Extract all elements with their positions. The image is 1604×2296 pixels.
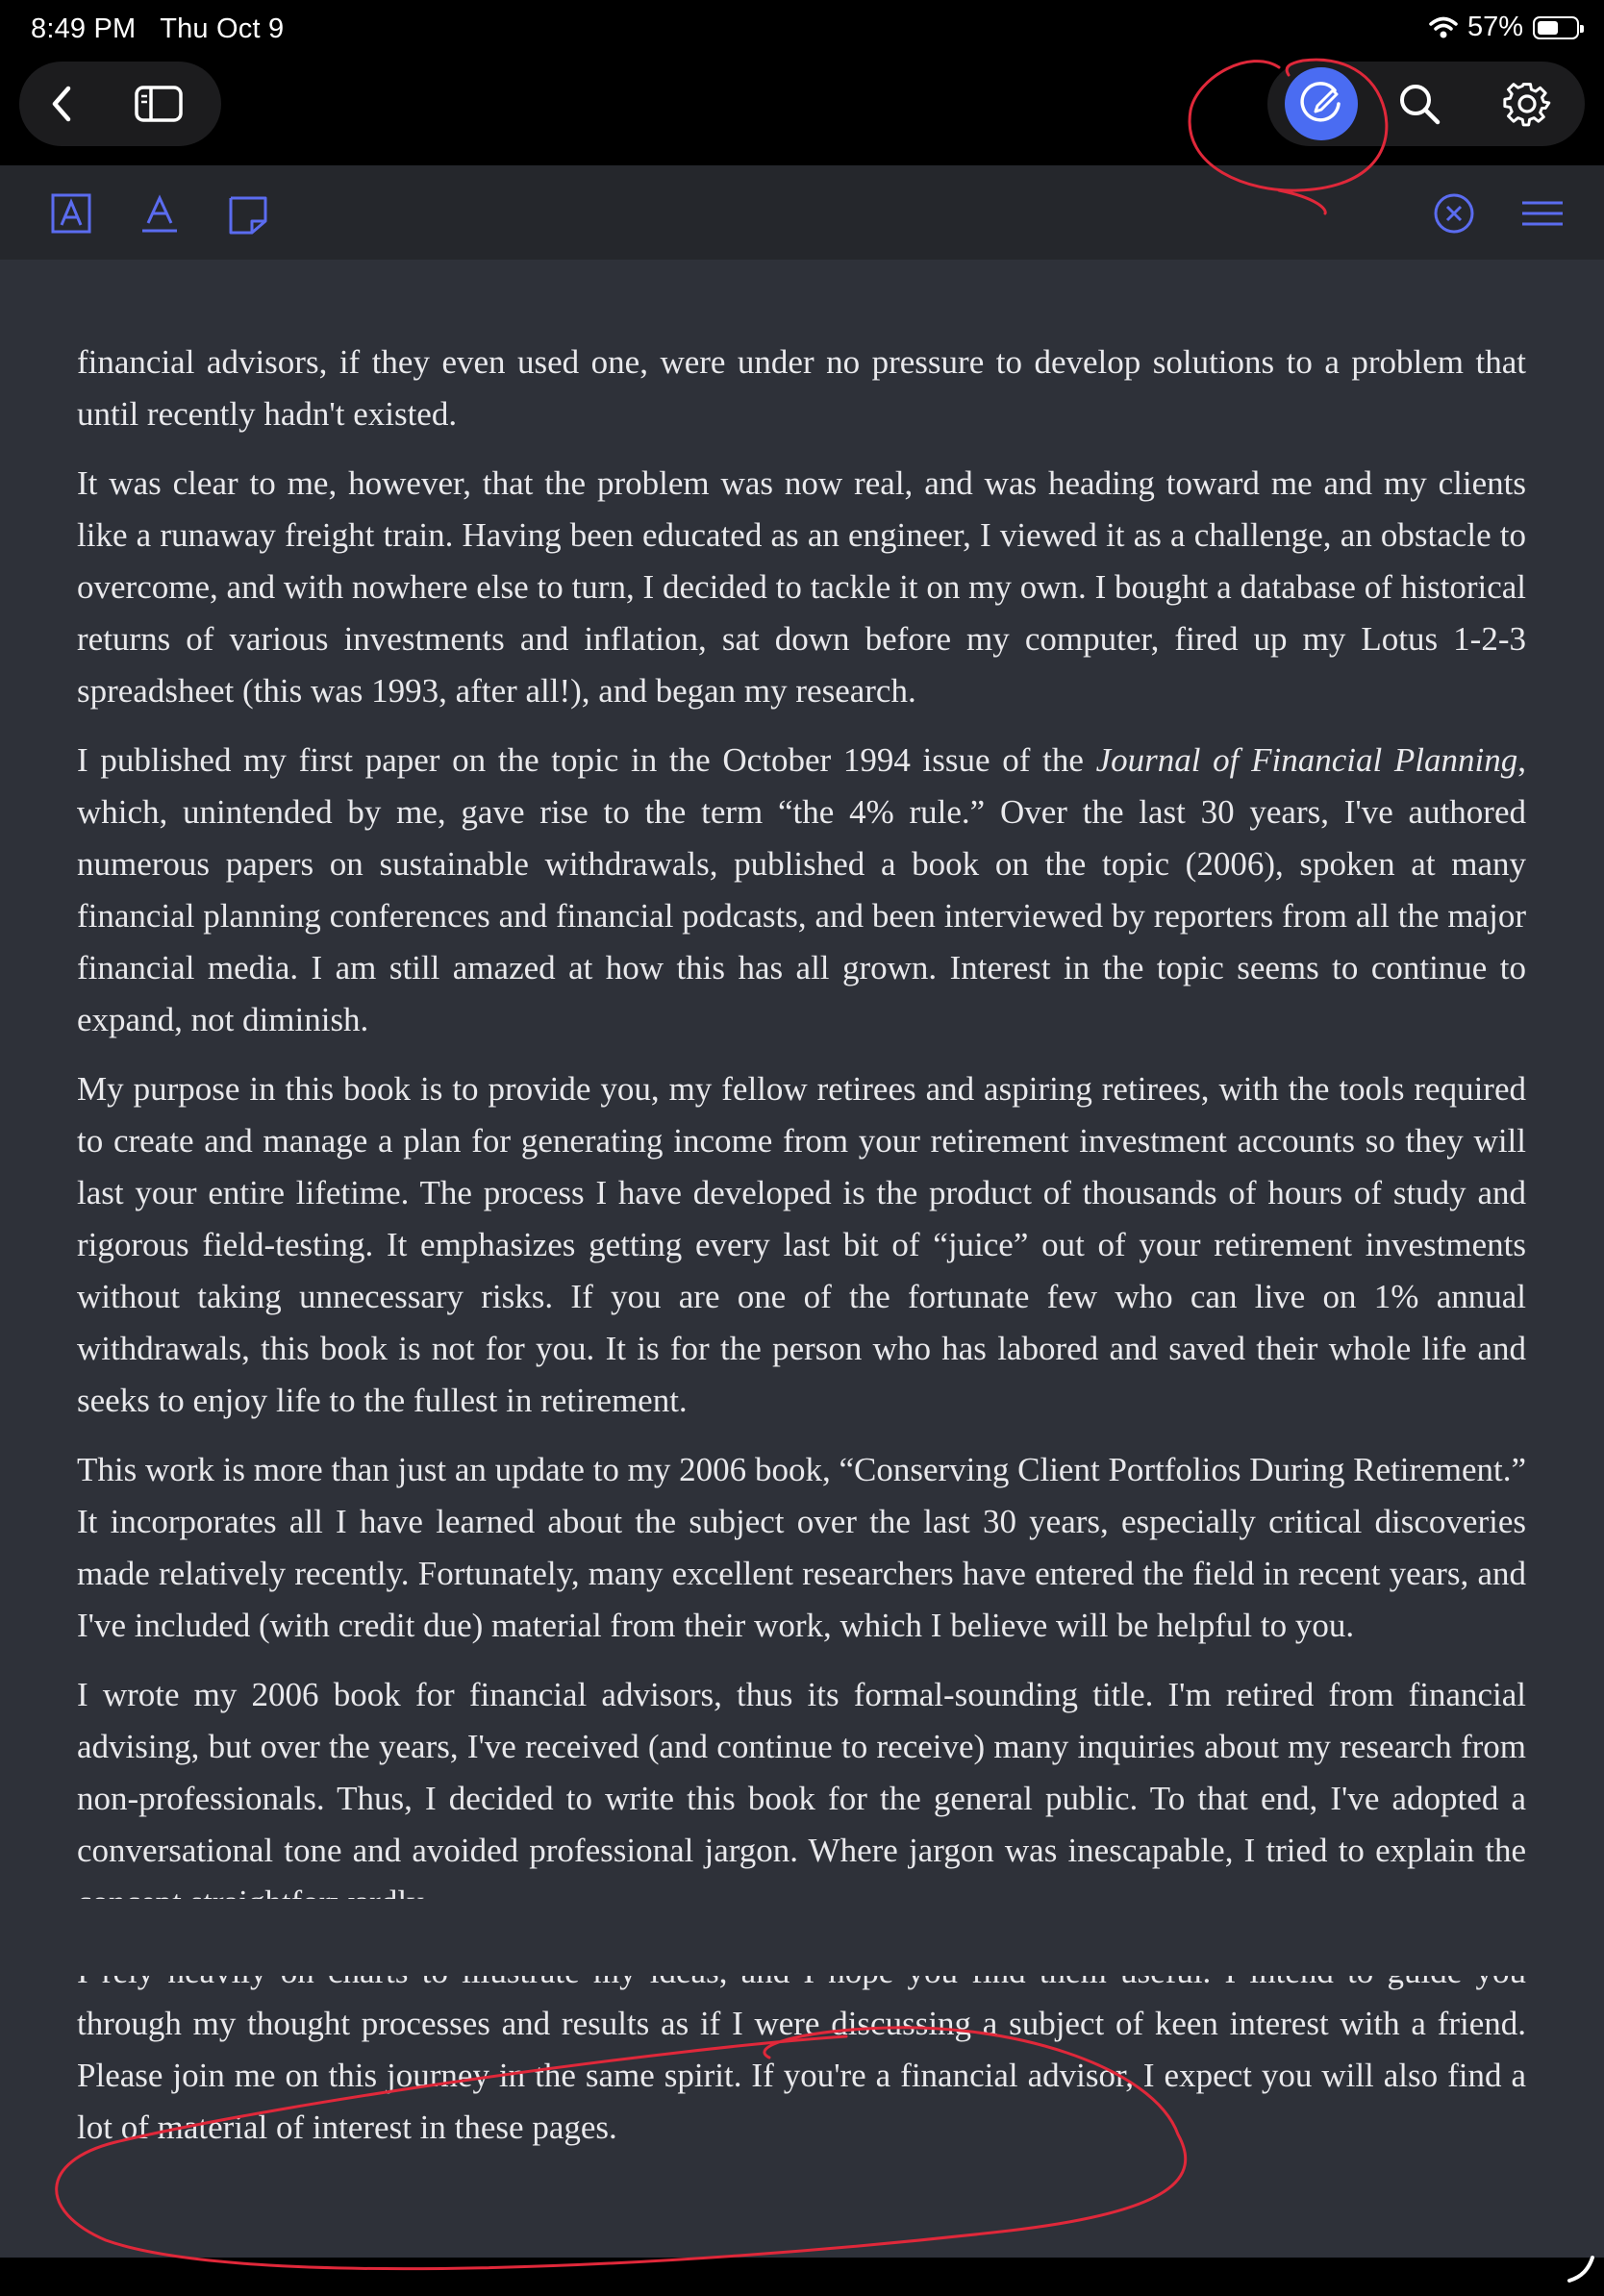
pencil-circle-icon <box>1296 79 1346 129</box>
paragraph: I wrote my 2006 book for financial advisors, thus its formal-sounding title. I'm retired from financial advising, but over the years, I've received (and continue to receive) many inquiries about my research from non-professionals. Thus, I decided to write this book for the general public. To that end, I've adopted a conversational tone and avoided professional jargon. Where jargon was inescapable, I tried to explain the <box>77 1676 1526 1869</box>
gear-icon <box>1503 80 1551 128</box>
note-icon <box>227 192 269 235</box>
paragraph: I published my first paper on the topic in the October 1994 issue of the Journal of Financial Planning, which, unintended by me, gave rise to the term “the 4% rule.” Over the last 30 years, I've authored numerous papers on sustainable withdrawals, published a book on the topic (2006), spoken at many financial planning conferences and financial podcasts, and been interviewed by reporters from all the major financial media. I am still amazed at how this has all grown. Interest in the topic seems to continue to expand, not diminish. <box>77 741 1526 1038</box>
book-text[interactable] <box>77 337 1526 2163</box>
menu-icon <box>1520 199 1565 228</box>
paragraph: My purpose in this book is to provide you, my fellow retirees and aspiring retirees, with the tools required to create and manage a plan for generating income from your retirement investment accounts so they will last your entire lifetime. The process I have developed is the product of thousands of hours of study and rigorous field-testing. It emphasizes getting every last bit of “juice” out of your retirement investments without taking unnecessary risks. If you are one of the fortunate few who can live on 1% annual withdrawals, this book is not for you. It is for the person who has labored and saved their whole life and seeks to enjoy life to the fullest in retirement. <box>77 1070 1526 1419</box>
nav-right-group <box>1267 62 1585 146</box>
journal-title: Journal of Financial Planning <box>1095 741 1518 779</box>
bottom-bar <box>0 2258 1604 2296</box>
settings-button[interactable] <box>1498 75 1556 133</box>
sidebar-icon <box>134 85 184 123</box>
markup-button[interactable] <box>1285 67 1358 140</box>
search-button[interactable] <box>1391 75 1448 133</box>
highlight-box-icon <box>50 192 92 235</box>
close-toolbar-button[interactable] <box>1425 185 1483 242</box>
underline-tool-button[interactable] <box>131 185 188 242</box>
underline-icon <box>138 192 181 235</box>
close-circle-icon <box>1432 191 1476 236</box>
search-icon <box>1397 82 1441 126</box>
highlight-tool-button[interactable] <box>42 185 100 242</box>
paragraph: financial advisors, if they even used one, were under no pressure to develop solutions to a problem that until recently hadn't existed. <box>77 343 1526 433</box>
paragraph: It was clear to me, however, that the problem was now real, and was heading toward me and my clients like a runaway freight train. Having been educated as an engineer, I viewed it as a challenge, an obstacle to overcome, and with nowhere else to turn, I decided to tackle it on my own. I bought a database of historical returns of various investments and inflation, sat down before my computer, fired up my Lotus 1-2-3 spreadsheet (this was 1993, after all!), and began my research. <box>77 464 1526 710</box>
nav-left-group <box>19 62 221 146</box>
note-tool-button[interactable] <box>219 185 277 242</box>
page-bottom-mask <box>0 1899 1604 1976</box>
battery-icon <box>1533 16 1579 39</box>
battery-percent: 57% <box>1466 12 1523 42</box>
status-right <box>1429 12 1579 43</box>
chevron-left-icon <box>47 83 76 125</box>
sidebar-button[interactable] <box>125 75 192 133</box>
paragraph: This work is more than just an update to my 2006 book, “Conserving Client Portfolios During Retirement.” It incorporates all I have learned about the subject over the last 30 years, especially critical discoveries made relatively recently. Fortunately, many excellent researchers have entered the field in recent years, and I've included (with credit due) material from their work, which I believe will be helpful to you. <box>77 1451 1526 1644</box>
status-time: 8:49 PM Thu Oct 9 <box>31 13 285 44</box>
top-bar <box>0 0 1604 165</box>
back-button[interactable] <box>33 75 90 133</box>
paragraph: through my thought processes and results as if I were discussing a subject of keen interest with a friend. Please join me on this journey in the same spirit. If you're a financial advisor, I expect you will also find a lot of material of interest in these pages. <box>77 2005 1526 2146</box>
wifi-icon <box>1429 16 1458 39</box>
annotation-toolbar <box>0 165 1604 260</box>
book-page[interactable] <box>0 260 1604 2296</box>
toolbar-menu-button[interactable] <box>1514 185 1571 242</box>
